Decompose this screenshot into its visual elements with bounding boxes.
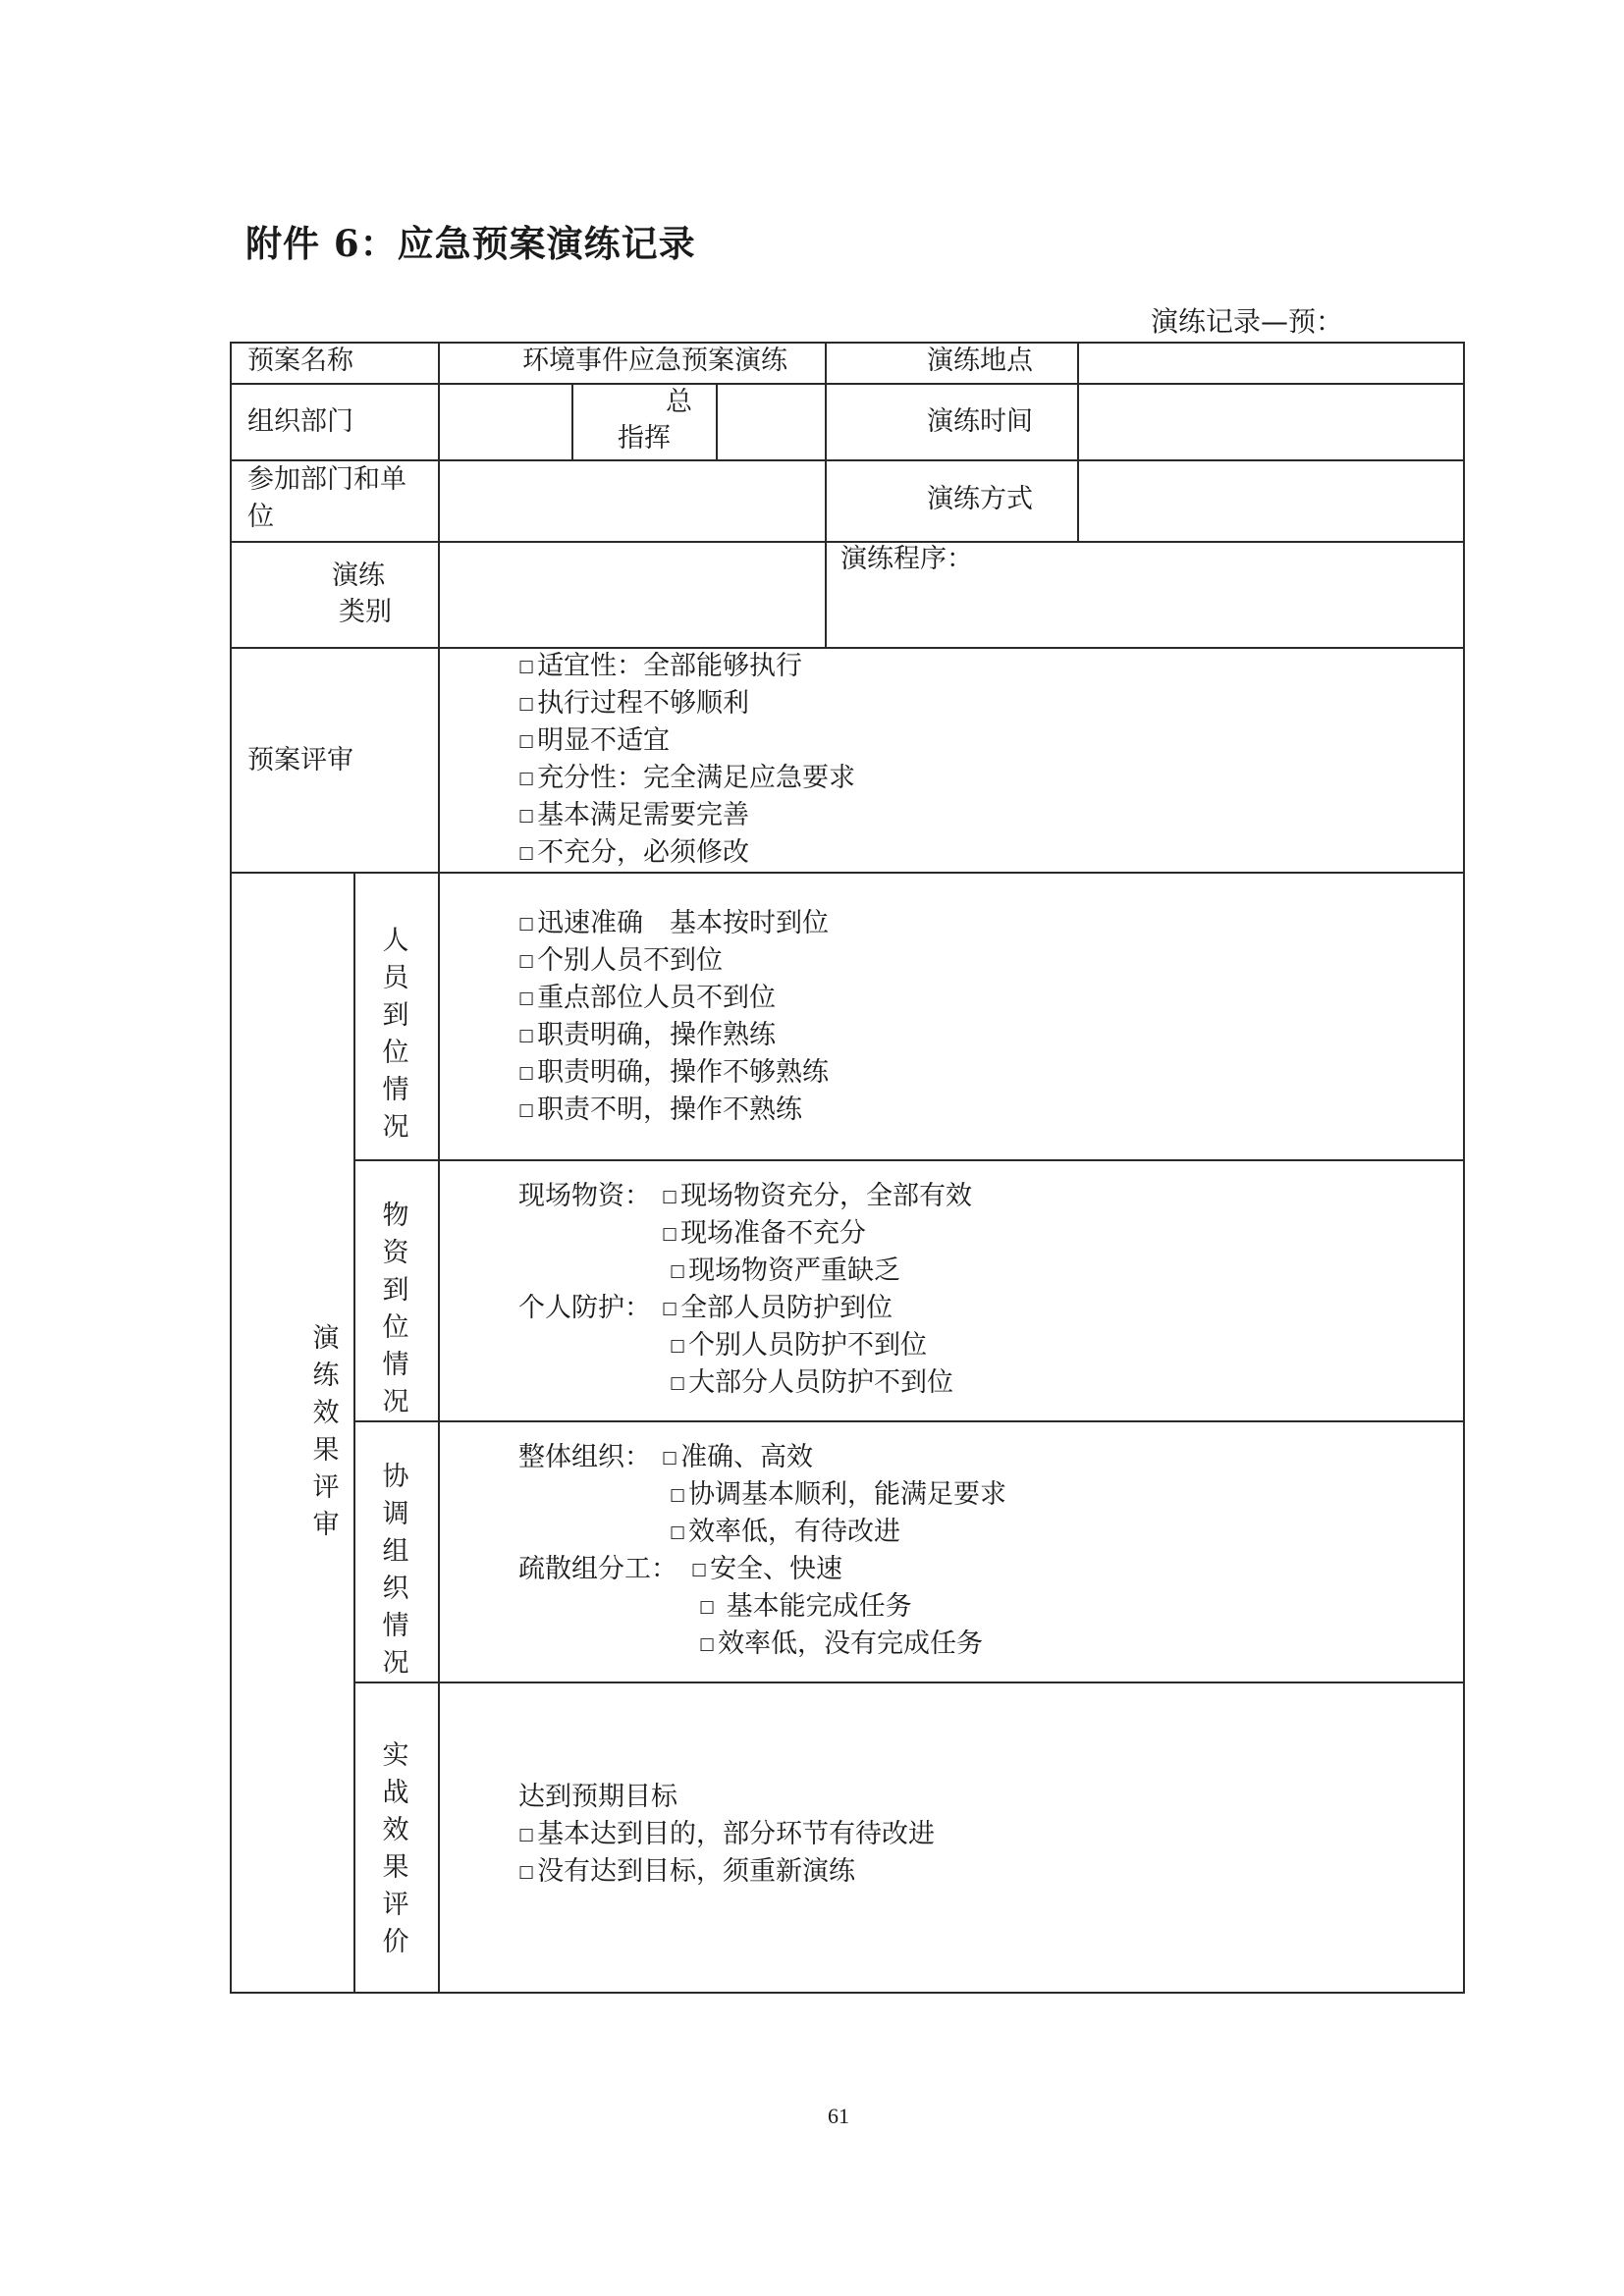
onsite-materials-options [662,1178,972,1290]
checkbox-option[interactable]: □ 准确、高效 [662,1442,814,1472]
checkbox-option[interactable]: □ 明显不适宜 [518,725,671,756]
checkbox-option[interactable]: □ 现场准备不充分 [662,1218,867,1249]
combat-effectiveness-options [518,1816,935,1891]
checkbox-option[interactable]: □ 效率低，没有完成任务 [699,1629,984,1659]
overall-organization-label: 整体组织： [518,1442,651,1472]
checkbox-option[interactable]: □ 大部分人员防护不到位 [670,1367,954,1398]
record-number-label: 演练记录—预： [1151,305,1344,338]
checkbox-icon: □ [670,1485,686,1505]
checkbox-icon: □ [518,951,535,971]
evacuation-division-label: 疏散组分工： [518,1554,677,1584]
commander-label-line1: 总 [666,387,692,417]
checkbox-icon: □ [699,1597,716,1617]
category-label-line2: 类别 [339,597,392,627]
checkbox-option[interactable]: □ 安全、快速 [691,1554,843,1584]
page-title: 附件 6：应急预案演练记录 [245,222,696,265]
checkbox-icon: □ [662,1224,678,1244]
checkbox-icon: □ [670,1261,686,1281]
plan-review-label: 预案评审 [247,745,353,775]
checkbox-icon: □ [518,1063,535,1083]
checkbox-icon: □ [518,988,535,1008]
checkbox-option[interactable]: □ 现场物资严重缺乏 [670,1255,901,1286]
page-number: 61 [828,2104,849,2128]
checkbox-icon: □ [518,843,535,863]
overall-organization-options [662,1439,1006,1551]
checkbox-icon: □ [518,1825,535,1844]
checkbox-option[interactable]: □ 基本满足需要完善 [518,800,750,830]
checkbox-option[interactable]: □ 基本达到目的，部分环节有待改进 [518,1819,936,1849]
commander-label-line2: 指挥 [618,423,671,454]
checkbox-icon: □ [518,1100,535,1120]
org-dept-label: 组织部门 [247,406,353,437]
checkbox-icon: □ [662,1187,678,1206]
checkbox-icon: □ [670,1373,686,1393]
participants-label-line1: 参加部门和单 [247,464,406,495]
checkbox-option[interactable]: □ 充分性：完全满足应急要求 [518,763,856,793]
drill-method-label: 演练方式 [927,484,1033,514]
plan-name-label: 预案名称 [247,346,353,376]
category-label-line1: 演练 [332,561,385,591]
materials-arrival-label: 物 资 到 位 情 况 [382,1201,409,1417]
personal-protection-options [662,1290,953,1402]
checkbox-option[interactable]: □ 执行过程不够顺利 [518,688,750,719]
checkbox-icon: □ [662,1299,678,1318]
onsite-materials-label: 现场物资： [518,1181,651,1211]
checkbox-icon: □ [518,694,535,714]
drill-location-label: 演练地点 [927,346,1033,376]
checkbox-icon: □ [518,731,535,751]
evacuation-division-options [691,1551,983,1663]
drill-time-label: 演练时间 [927,406,1033,437]
checkbox-icon: □ [518,806,535,826]
checkbox-icon: □ [518,1026,535,1045]
checkbox-icon: □ [518,769,535,788]
plan-name-value: 环境事件应急预案演练 [522,346,787,376]
checkbox-option[interactable]: □ 个别人员不到位 [518,945,724,976]
checkbox-icon: □ [670,1522,686,1542]
participants-label-line2: 位 [247,502,274,532]
checkbox-option[interactable]: □ 不充分，必须修改 [518,837,750,868]
personnel-arrival-label: 人 员 到 位 情 况 [382,926,409,1143]
checkbox-option[interactable]: □ 基本能完成任务 [699,1591,912,1622]
checkbox-icon: □ [670,1336,686,1356]
combat-effectiveness-label: 实 战 效 果 评 价 [382,1740,409,1957]
personal-protection-label: 个人防护： [518,1293,651,1323]
checkbox-icon: □ [518,914,535,934]
checkbox-icon: □ [699,1634,716,1654]
plan-review-options [518,648,855,872]
effect-review-label: 演 练 效 果 评 审 [312,1323,340,1540]
checkbox-option[interactable]: □ 没有达到目标，须重新演练 [518,1856,856,1887]
checkbox-option[interactable]: □ 职责明确，操作熟练 [518,1020,777,1050]
checkbox-option[interactable]: □ 职责明确，操作不够熟练 [518,1057,830,1088]
checkbox-option[interactable]: □ 个别人员防护不到位 [670,1330,928,1361]
checkbox-option[interactable]: □ 迅速准确 基本按时到位 [518,908,830,938]
checkbox-option[interactable]: □ 协调基本顺利，能满足要求 [670,1479,1007,1510]
checkbox-icon: □ [691,1560,708,1579]
checkbox-option[interactable]: □ 全部人员防护到位 [662,1293,893,1323]
drill-procedure-label: 演练程序： [840,544,973,574]
checkbox-option[interactable]: □ 职责不明，操作不熟练 [518,1095,803,1125]
checkbox-option[interactable]: □ 现场物资充分，全部有效 [662,1181,973,1211]
goal-achieved-text: 达到预期目标 [518,1782,677,1812]
checkbox-icon: □ [518,1862,535,1882]
checkbox-icon: □ [662,1448,678,1468]
checkbox-icon: □ [518,657,535,676]
checkbox-option[interactable]: □ 重点部位人员不到位 [518,983,777,1013]
personnel-options [518,905,829,1129]
checkbox-option[interactable]: □ 效率低，有待改进 [670,1517,901,1547]
coordination-label: 协 调 组 织 情 况 [382,1462,409,1679]
checkbox-option[interactable]: □ 适宜性：全部能够执行 [518,651,803,681]
